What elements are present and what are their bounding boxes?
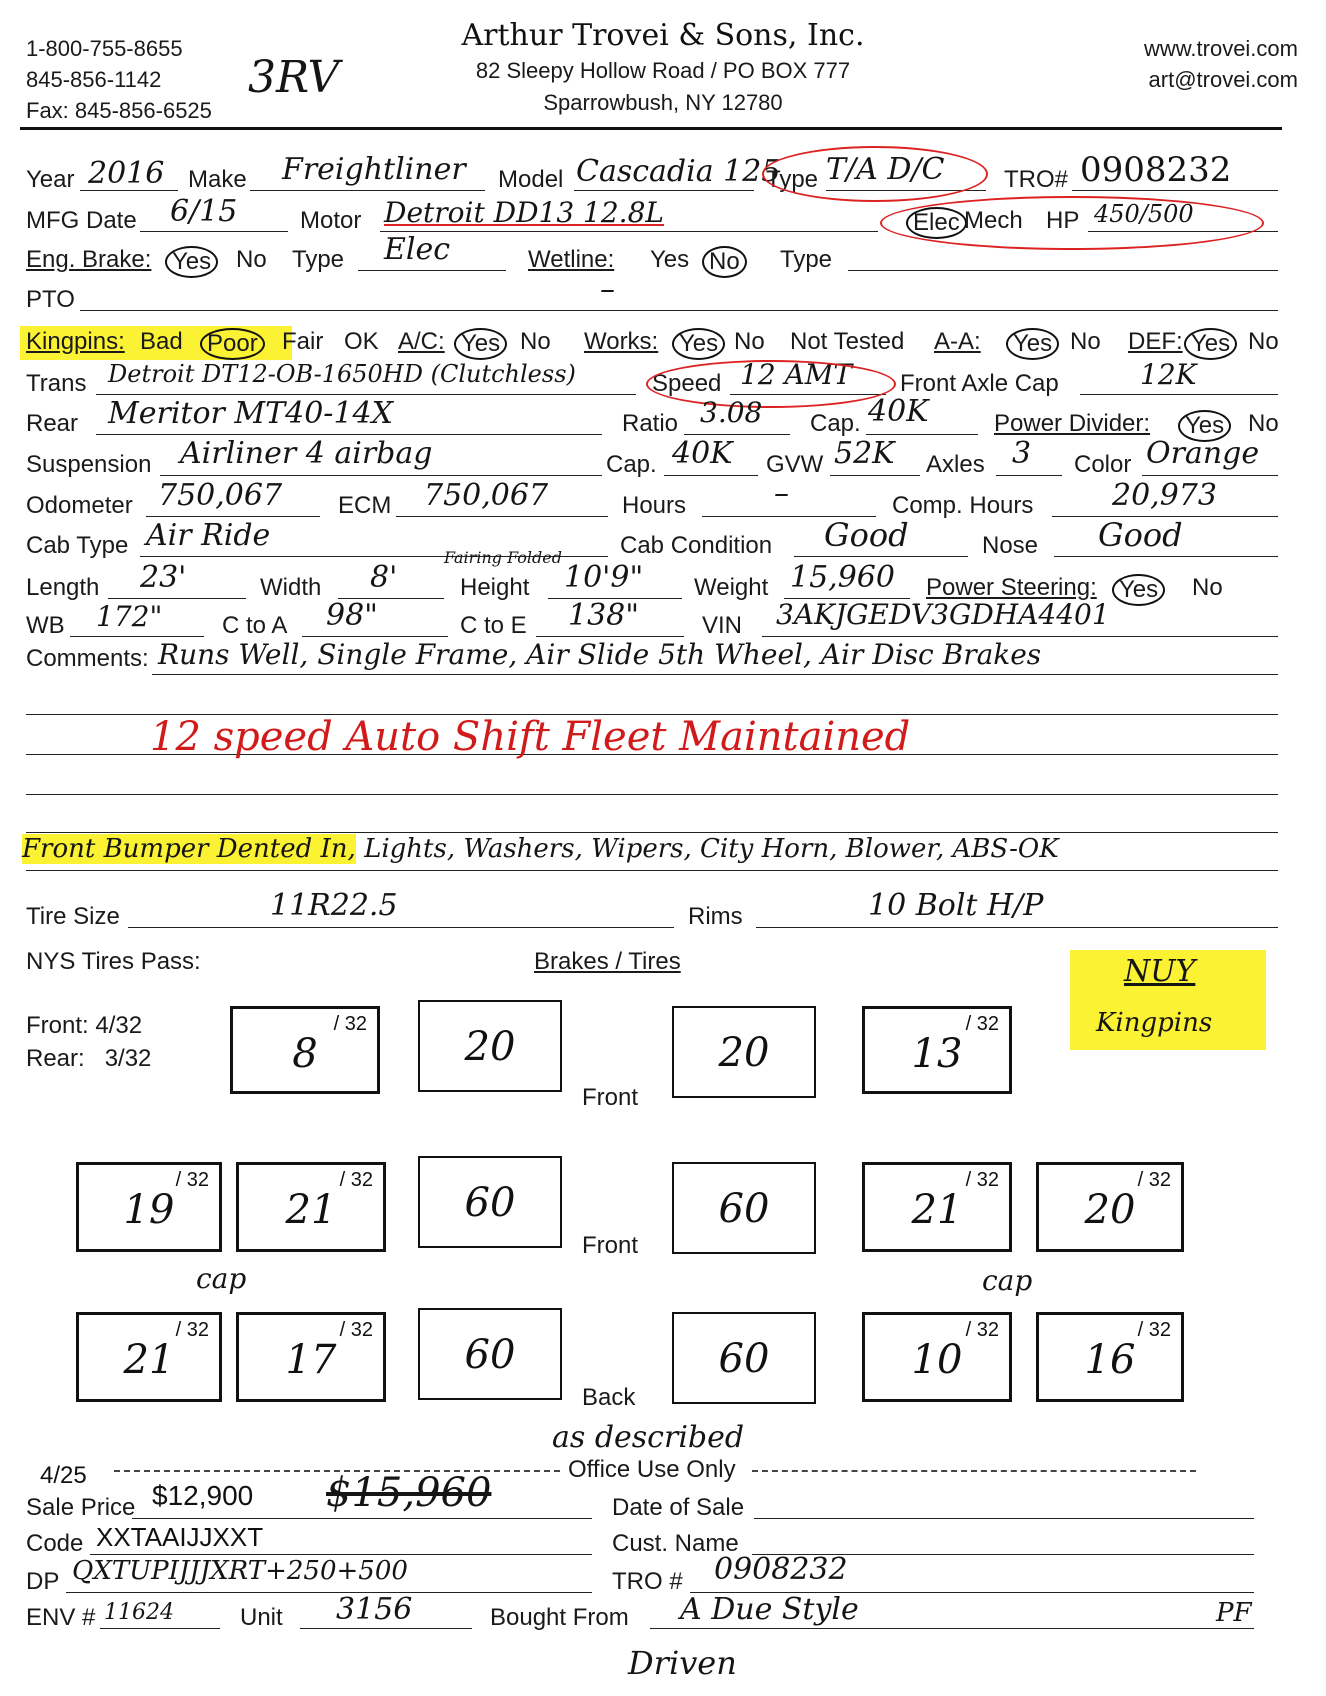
length-label: Length: [26, 574, 100, 601]
sale-price-label: Sale Price: [26, 1494, 136, 1521]
wetline-yes: Yes: [650, 246, 690, 273]
dp-value: QXTUPIJJJXRT+250+500: [72, 1556, 408, 1586]
wetline-label: Wetline:: [528, 246, 615, 273]
dp-label: DP: [26, 1568, 60, 1595]
cab-condition-label: Cab Condition: [620, 532, 773, 559]
works-label: Works:: [584, 328, 659, 355]
office-use-only-label: Office Use Only: [568, 1456, 736, 1483]
eng-brake-no: No: [236, 246, 267, 273]
hp-red-circle: [880, 196, 1264, 250]
front-label-2: Front: [582, 1232, 639, 1259]
mfg-date-value: 6/15: [170, 194, 238, 229]
def-label: DEF:: [1128, 328, 1183, 355]
bought-from-value: A Due Style: [680, 1592, 859, 1627]
nose-label: Nose: [982, 532, 1039, 559]
rear-cap-value: 40K: [868, 394, 929, 429]
tro-value: 0908232: [1080, 150, 1232, 190]
hp-label: HP: [1046, 207, 1080, 234]
hp-value: 450/500: [1094, 200, 1194, 228]
brake-front-right: 20: [672, 1006, 816, 1098]
type-label: Type: [766, 166, 819, 193]
tro2-label: TRO #: [612, 1568, 683, 1595]
wetline-no: No: [702, 246, 747, 278]
wetline-type-label: Type: [780, 246, 833, 273]
email: art@trovei.com: [1148, 67, 1298, 92]
tro-label: TRO#: [1004, 166, 1069, 193]
model-value: Cascadia 125: [576, 154, 781, 189]
gvw-value: 52K: [834, 436, 895, 471]
motor-value: Detroit DD13 12.8L: [384, 196, 664, 229]
pto-value: –: [600, 272, 615, 307]
cap-note-left: cap: [196, 1262, 247, 1295]
brake-row2-left: 60: [418, 1156, 562, 1248]
sale-price-handwritten: $15,960: [326, 1470, 492, 1516]
tire-size-value: 11R22.5: [270, 888, 398, 923]
phone-1: 1-800-755-8655: [26, 36, 183, 61]
hours-value: –: [774, 476, 789, 511]
comments-label: Comments:: [26, 645, 149, 672]
kingpins-fair: Fair: [282, 328, 324, 355]
front-label-1: Front: [582, 1084, 639, 1111]
brake-front-left: 20: [418, 1000, 562, 1092]
aa-label: A-A:: [934, 328, 981, 355]
ac-no: No: [520, 328, 551, 355]
c-to-e-label: C to E: [460, 612, 527, 639]
as-described-note: as described: [552, 1420, 745, 1455]
works-no: No: [734, 328, 765, 355]
height-label: Height: [460, 574, 530, 601]
gvw-label: GVW: [766, 451, 824, 478]
eng-brake-label: Eng. Brake:: [26, 246, 152, 273]
front-axle-cap-label: Front Axle Cap: [900, 370, 1059, 397]
cab-condition-value: Good: [824, 516, 909, 554]
weight-value: 15,960: [790, 560, 895, 595]
axles-label: Axles: [926, 451, 985, 478]
env-label: ENV #: [26, 1604, 96, 1631]
cab-type-value: Air Ride: [146, 518, 271, 553]
tire-row2-2: / 32 21: [236, 1162, 386, 1252]
wb-label: WB: [26, 612, 65, 639]
suspension-value: Airliner 4 airbag: [180, 436, 433, 471]
front-axle-cap-value: 12K: [1140, 358, 1197, 391]
tire-row2-1: / 32 19: [76, 1162, 222, 1252]
power-steering-no: No: [1192, 574, 1223, 601]
motor-label: Motor: [300, 207, 362, 234]
eng-brake-yes: Yes: [165, 246, 218, 278]
susp-cap-label: Cap.: [606, 451, 657, 478]
tire-front-left: / 32 8: [230, 1006, 380, 1094]
brake-row3-left: 60: [418, 1308, 562, 1400]
year-label: Year: [26, 166, 75, 193]
cap-note-right: cap: [982, 1264, 1033, 1297]
tire-row3-1: / 32 21: [76, 1312, 222, 1402]
company-address-1: 82 Sleepy Hollow Road / PO BOX 777: [475, 58, 851, 83]
height-value: 10'9": [564, 560, 644, 595]
odometer-value: 750,067: [158, 478, 283, 513]
model-label: Model: [498, 166, 564, 193]
comment-line-2: 12 speed Auto Shift Fleet Maintained: [150, 714, 911, 760]
mech-label: Mech: [964, 207, 1023, 234]
date-of-sale-label: Date of Sale: [612, 1494, 745, 1521]
color-label: Color: [1074, 451, 1132, 478]
date-note: 4/25: [40, 1462, 87, 1489]
speed-label: Speed: [652, 370, 722, 397]
mfg-date-label: MFG Date: [26, 207, 137, 234]
bought-from-label: Bought From: [490, 1604, 629, 1631]
front-pass-label: Front: 4/32: [26, 1012, 143, 1039]
driven-note: Driven: [628, 1644, 737, 1682]
back-label: Back: [582, 1384, 636, 1411]
power-divider-no: No: [1248, 410, 1279, 437]
unit-value: 3156: [336, 1592, 413, 1627]
width-label: Width: [260, 574, 322, 601]
c-to-a-value: 98": [326, 598, 378, 633]
speed-value: 12 AMT: [740, 358, 853, 391]
comment-highlight: Front Bumper Dented In,: [22, 834, 356, 864]
type-value: T/A D/C: [826, 152, 945, 187]
weight-label: Weight: [694, 574, 769, 601]
fairing-note: Fairing Folded: [444, 548, 562, 567]
brakes-tires-label: Brakes / Tires: [534, 948, 681, 975]
comment-line-1: Runs Well, Single Frame, Air Slide 5th Wheel, Air Disc Brakes: [158, 638, 1042, 671]
brake-row2-right: 60: [672, 1162, 816, 1254]
ratio-label: Ratio: [622, 410, 679, 437]
brake-row3-right: 60: [672, 1312, 816, 1404]
tire-row2-3: / 32 21: [862, 1162, 1012, 1252]
suspension-label: Suspension: [26, 451, 152, 478]
ecm-value: 750,067: [424, 478, 549, 513]
comp-hours-label: Comp. Hours: [892, 492, 1034, 519]
rear-value: Meritor MT40-14X: [108, 396, 393, 431]
trans-label: Trans: [26, 370, 87, 397]
make-label: Make: [188, 166, 247, 193]
def-yes: Yes: [1184, 328, 1237, 360]
works-not-tested: Not Tested: [790, 328, 905, 355]
odometer-label: Odometer: [26, 492, 133, 519]
c-to-e-value: 138": [568, 598, 640, 633]
tire-row3-4: / 32 16: [1036, 1312, 1184, 1402]
hours-label: Hours: [622, 492, 687, 519]
rear-cap-label: Cap.: [810, 410, 861, 437]
ac-label: A/C:: [398, 328, 445, 355]
speed-red-circle: [646, 360, 896, 408]
works-yes: Yes: [672, 328, 725, 360]
website: www.trovei.com: [1143, 36, 1298, 61]
tire-row3-2: / 32 17: [236, 1312, 386, 1402]
elec-label: Elec: [906, 207, 967, 239]
fax-number: Fax: 845-856-6525: [26, 98, 212, 123]
power-divider-label: Power Divider:: [994, 410, 1151, 437]
c-to-a-label: C to A: [222, 612, 288, 639]
env-value: 11624: [104, 1600, 174, 1625]
handwritten-mark: 3RV: [248, 52, 340, 103]
sale-price-value: $12,900: [152, 1480, 254, 1511]
cust-name-label: Cust. Name: [612, 1530, 739, 1557]
pto-label: PTO: [26, 286, 75, 313]
kingpins-bad: Bad: [140, 328, 183, 355]
unit-label: Unit: [240, 1604, 283, 1631]
comment-line-3: Front Bumper Dented In, Lights, Washers, Wipers, City Horn, Blower, ABS-OK: [22, 834, 1059, 864]
ratio-value: 3.08: [700, 396, 763, 429]
eng-brake-type-label: Type: [292, 246, 345, 273]
susp-cap-value: 40K: [672, 436, 733, 471]
company-name: Arthur Trovei & Sons, Inc.: [461, 18, 865, 53]
power-steering-yes: Yes: [1112, 574, 1165, 606]
wb-value: 172": [96, 600, 163, 633]
note-kingpins: Kingpins: [1096, 1008, 1213, 1038]
ac-yes: Yes: [454, 328, 507, 360]
code-value: XXTAAIJJXXT: [96, 1522, 264, 1552]
kingpins-poor: Poor: [200, 328, 265, 360]
tire-size-label: Tire Size: [26, 903, 120, 930]
rear-pass-label: Rear: 3/32: [26, 1045, 152, 1072]
axles-value: 3: [1012, 436, 1032, 471]
aa-no: No: [1070, 328, 1101, 355]
company-address-2: Sparrowbush, NY 12780: [543, 90, 783, 115]
cab-type-label: Cab Type: [26, 532, 129, 559]
code-label: Code: [26, 1530, 84, 1557]
vin-value: 3AKJGEDV3GDHA4401: [776, 598, 1110, 631]
nose-value: Good: [1098, 516, 1183, 554]
header-divider: [20, 127, 1282, 130]
length-value: 23': [140, 560, 187, 595]
note-nuy: NUY: [1124, 954, 1196, 989]
pf-initials: PF: [1216, 1598, 1252, 1628]
power-divider-yes: Yes: [1178, 410, 1231, 442]
comp-hours-value: 20,973: [1112, 478, 1217, 513]
nys-tires-pass-label: NYS Tires Pass:: [26, 948, 201, 975]
rims-value: 10 Bolt H/P: [868, 888, 1044, 923]
tire-front-right: / 32 13: [862, 1006, 1012, 1094]
def-no: No: [1248, 328, 1279, 355]
type-red-circle: [762, 146, 988, 202]
tro2-value: 0908232: [714, 1552, 848, 1587]
vin-label: VIN: [702, 612, 743, 639]
trans-value: Detroit DT12-OB-1650HD (Clutchless): [108, 360, 576, 388]
aa-yes: Yes: [1006, 328, 1059, 360]
phone-2: 845-856-1142: [26, 67, 162, 92]
tire-row3-3: / 32 10: [862, 1312, 1012, 1402]
kingpins-highlight: Kingpins:: [20, 326, 292, 360]
tire-row2-4: / 32 20: [1036, 1162, 1184, 1252]
power-steering-label: Power Steering:: [926, 574, 1097, 601]
rims-label: Rims: [688, 903, 743, 930]
kingpins-ok: OK: [344, 328, 379, 355]
ecm-label: ECM: [338, 492, 392, 519]
color-value: Orange: [1146, 436, 1260, 471]
rear-label: Rear: [26, 410, 79, 437]
width-value: 8': [370, 560, 398, 595]
make-value: Freightliner: [282, 152, 466, 187]
eng-brake-type-value: Elec: [384, 232, 451, 267]
year-value: 2016: [88, 156, 165, 191]
